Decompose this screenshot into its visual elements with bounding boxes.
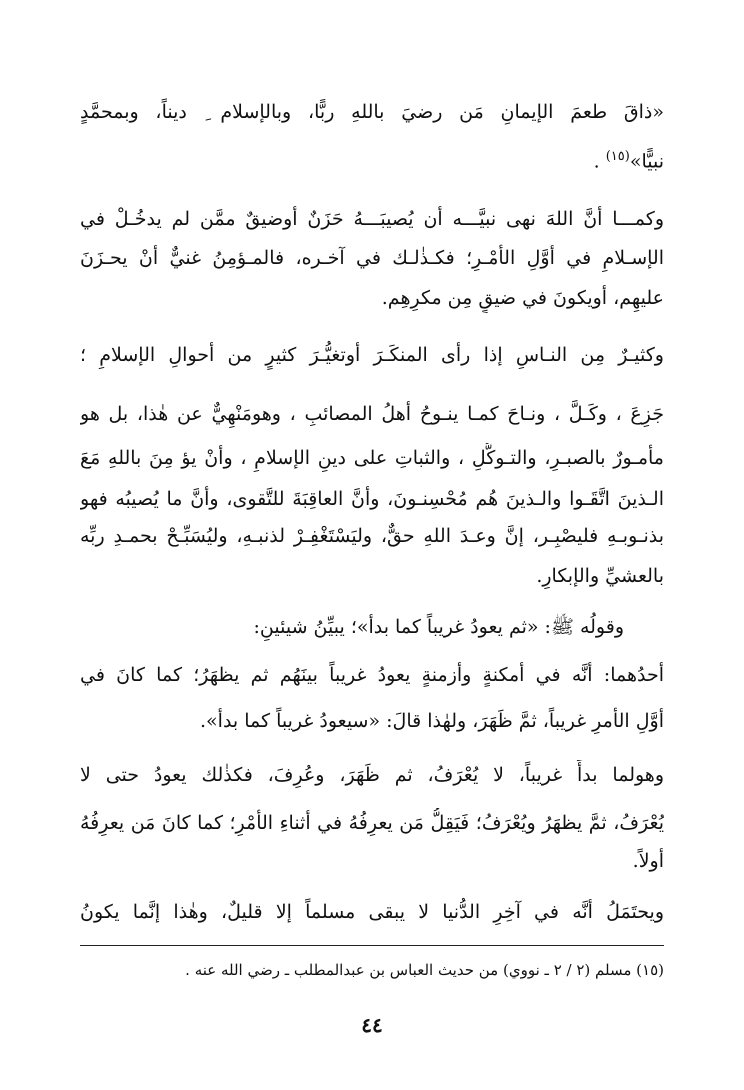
text-line-12: وقولُه ﷺ: «ثم يعودُ غريباً كما بدأ»؛ يبيِّنُ شيئينِ:: [253, 616, 624, 638]
footnote-reference: (١٥): [605, 149, 630, 164]
text-line-5: عليهِم، أويكونَ في ضيقٍ مِن مكرِهِم.: [381, 287, 664, 309]
text-line-15: وهولما بدأَ غريباً، لا يُعْرَفُ، ثم ظَهَرَ، وعُرِفَ، فكذٰلك يعودُ حتى لا: [80, 764, 664, 786]
text-line-18: ويحتَمَلُ أنَّه في آخِرِ الدُّنيا لا يبقى مسلماً إلا قليلٌ، وهٰذا إنَّما يكونُ: [80, 901, 664, 923]
text-line-6: وكثيـرٌ مِن النـاسِ إذا رأى المنكَـرَ أوتغيُّـرَ كثيرٍ من أحوالِ الإسلامِ ؛: [80, 344, 664, 366]
text-line-13: أحدُهما: أنَّه في أمكنةٍ وأزمنةٍ يعودُ غريباً بينَهُم ثم يظهَرُ؛ كما كانَ في: [80, 664, 664, 686]
text-line-4: الإسـلامِ في أوَّلِ الأمْـرِ؛ فكـذٰلـك في آخـره، فالمـؤمِنُ غنيٌّ أنْ يحـزَنَ: [80, 247, 664, 269]
text-line-8: مأمـورٌ بالصبـرِ، والتـوكُّلِ ، والثباتِ على دينِ الإسلامِ ، وأنْ يؤ مِنَ باللهِ مَعَ: [80, 447, 664, 469]
text-line-11: بالعشيِّ والإبكارِ.: [536, 565, 664, 587]
text-line-2-text: نبيًّا»: [629, 150, 664, 173]
page-number: ٤٤: [361, 1013, 383, 1037]
text-line-7: جَزِعَ ، وكَـلَّ ، ونـاحَ كمـا ينـوحُ أهلُ المصائبِ ، وهومَنْهِيٌّ عن هٰذا، بل هو: [80, 403, 664, 425]
text-line-2: نبيًّا»$^{(١٥)}$ .: [593, 149, 664, 173]
text-line-16: يُعْرَفُ، ثمَّ يظهَرُ ويُعْرَفُ؛ فَيَقِلُّ مَن يعرِفُهُ في أثناءِ الأمْرِ؛ كما كانَ مَن يعرِفُهُ: [80, 812, 664, 834]
footnote-divider: [80, 945, 664, 946]
text-line-10: بذنـوبـهِ فليصْبِـر، إنَّ وعـدَ اللهِ حقٌّ، وليَسْتَغْفِـرْ لذنبـهِ، وليُسَبِّـحْ بحمـدِ ربِّه: [80, 525, 664, 547]
footnote: (١٥) مسلم (٢ / ٢ ـ نووي) من حديث العباس بن عبدالمطلب ـ رضي الله عنه .: [185, 961, 664, 979]
text-line-17: أولاً.: [632, 850, 664, 872]
text-line-1: «ذاقَ طعمَ الإيمانِ مَن رضيَ باللهِ ربًّا، وبالإسلام ِ ديناً، وبمحمَّدٍ: [80, 101, 664, 123]
text-line-3: وكمـــا أنَّ اللهَ نهى نبيَّـــه أن يُصيبَـــهُ حَزَنٌ أوضيقٌ ممَّن لم يدخُـلْ في: [80, 208, 664, 230]
text-line-9: الـذينَ اتَّقَـوا والـذينَ هُم مُحْسِنـونَ، وأنَّ العاقِبَةَ للتَّقوى، وأنَّ ما يُصيبُه فهو: [80, 488, 664, 510]
text-line-14: أوَّلِ الأمرِ غريباً، ثمَّ ظَهَرَ، ولهٰذا قالَ: «سيعودُ غريباً كما بدأ».: [200, 710, 664, 732]
